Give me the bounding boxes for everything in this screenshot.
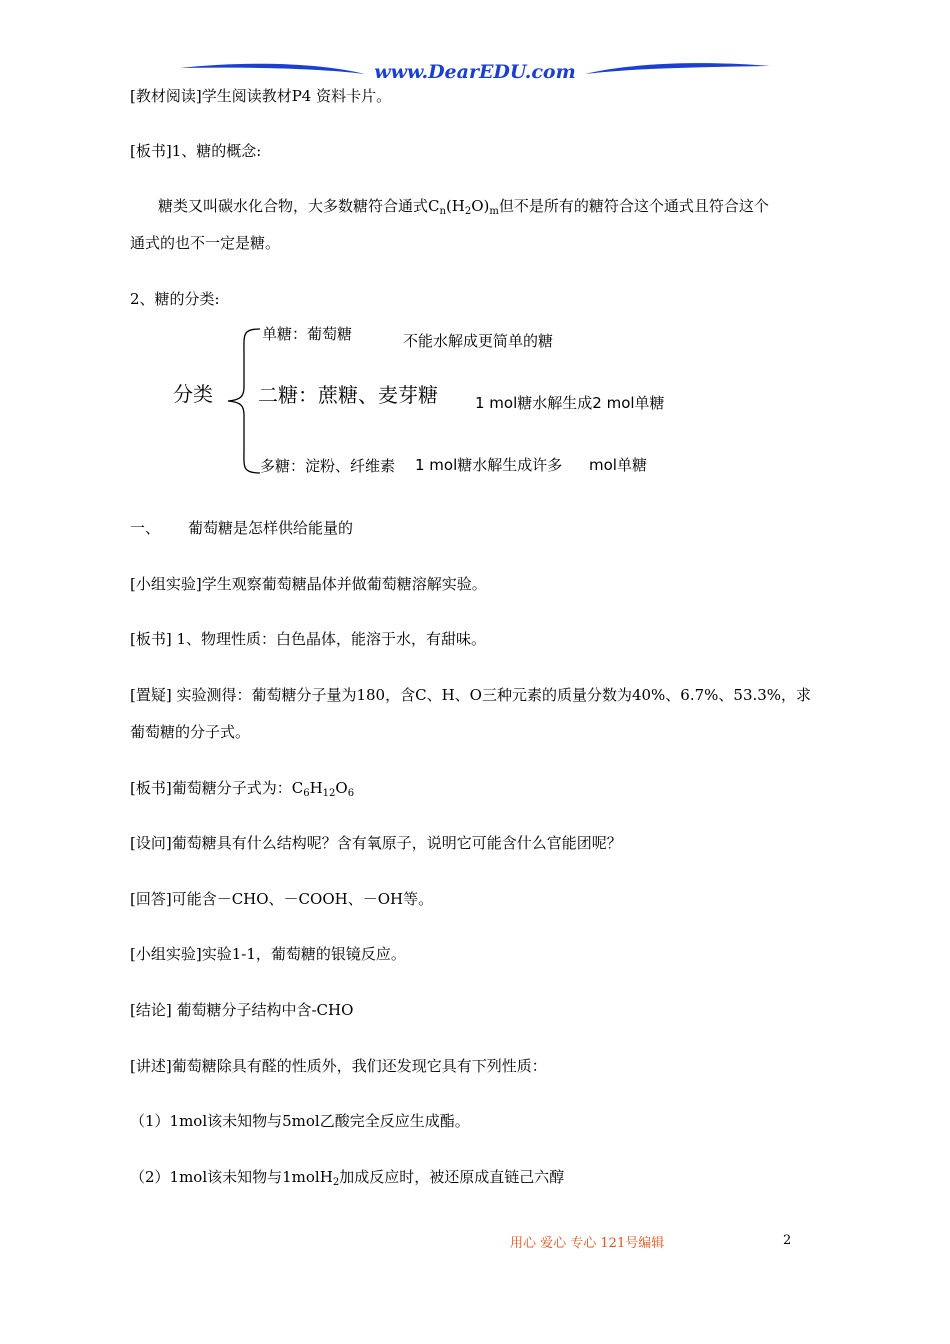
footer-slogan: 用心 爱心 专心 121号编辑	[510, 1236, 665, 1251]
line-board-concept: [板书]1、糖的概念:	[130, 142, 262, 160]
line-physical-properties: [板书] 1、物理性质：白色晶体，能溶于水，有甜味。	[130, 630, 487, 648]
mono-sugar-note: 不能水解成更简单的糖	[403, 332, 554, 350]
definition-text-a: 糖类又叫碳水化合物，大多数糖符合通式C	[158, 197, 440, 215]
definition-text-c: O)	[471, 197, 490, 215]
line-narration: [讲述]葡萄糖除具有醛的性质外，我们还发现它具有下列性质：	[130, 1057, 547, 1075]
brace-icon	[222, 325, 262, 477]
banner-left-swoosh	[180, 64, 365, 74]
property-2-text-a: （2）1mol该未知物与1molH	[130, 1168, 333, 1186]
page-number: 2	[783, 1233, 792, 1248]
poly-sugar-note: 1 mol糖水解生成许多	[415, 456, 563, 474]
line-structure-question: [设问]葡萄糖具有什么结构呢？含有氧原子，说明它可能含什么官能团呢？	[130, 834, 622, 852]
line-classification-heading: 2、糖的分类:	[130, 290, 220, 308]
formula-text-a: [板书]葡萄糖分子式为：C	[130, 779, 304, 797]
poly-sugar-note-unit: mol单糖	[589, 456, 647, 474]
poly-sugar-item: 多糖：淀粉、纤维素	[260, 457, 396, 475]
subscript-m: m	[489, 206, 499, 217]
line-textbook-reading: [教材阅读]学生阅读教材P4 资料卡片。	[130, 87, 392, 105]
property-2-text-b: 加成反应时，被还原成直链己六醇	[339, 1168, 565, 1186]
line-conclusion: [结论] 葡萄糖分子结构中含-CHO	[130, 1001, 354, 1019]
formula-text-c: O	[335, 779, 348, 797]
definition-text-b: (H	[445, 197, 465, 215]
line-property-1: （1）1mol该未知物与5mol乙酸完全反应生成酯。	[130, 1112, 470, 1130]
subscript-n: n	[439, 206, 446, 217]
subscript-12: 12	[322, 788, 336, 799]
site-name: www.DearEDU.com	[374, 61, 576, 83]
subscript-h2: 2	[332, 1177, 340, 1188]
definition-text-d: 但不是所有的糖符合这个通式且符合这个	[498, 197, 769, 215]
di-sugar-item: 二糖：蔗糖、麦芽糖	[258, 383, 438, 407]
subscript-2: 2	[464, 206, 472, 217]
line-question-cont: 葡萄糖的分子式。	[130, 723, 251, 741]
formula-text-b: H	[309, 779, 323, 797]
di-sugar-note: 1 mol糖水解生成2 mol单糖	[475, 394, 665, 412]
banner-right-swoosh	[585, 63, 770, 74]
line-sugar-definition-cont: 通式的也不一定是糖。	[130, 234, 281, 252]
section-title: 葡萄糖是怎样供给能量的	[188, 519, 354, 537]
mono-sugar-item: 单糖：葡萄糖	[262, 325, 353, 343]
line-answer: [回答]可能含－CHO、－COOH、－OH等。	[130, 890, 434, 908]
line-question: [置疑] 实验测得：葡萄糖分子量为180，含C、H、O三种元素的质量分数为40%、6.7%、53.3%，求	[130, 686, 812, 704]
line-sugar-definition	[158, 196, 769, 222]
subscript-6b: 6	[347, 788, 355, 799]
line-molecular-formula	[130, 778, 354, 804]
classification-label: 分类	[173, 382, 213, 406]
subscript-6a: 6	[303, 788, 310, 799]
section-number: 一、	[130, 519, 161, 537]
header-banner	[175, 56, 775, 86]
line-group-experiment: [小组实验]学生观察葡萄糖晶体并做葡萄糖溶解实验。	[130, 575, 487, 593]
line-property-2	[130, 1167, 564, 1193]
line-silver-mirror: [小组实验]实验1-1，葡萄糖的银镜反应。	[130, 945, 406, 963]
